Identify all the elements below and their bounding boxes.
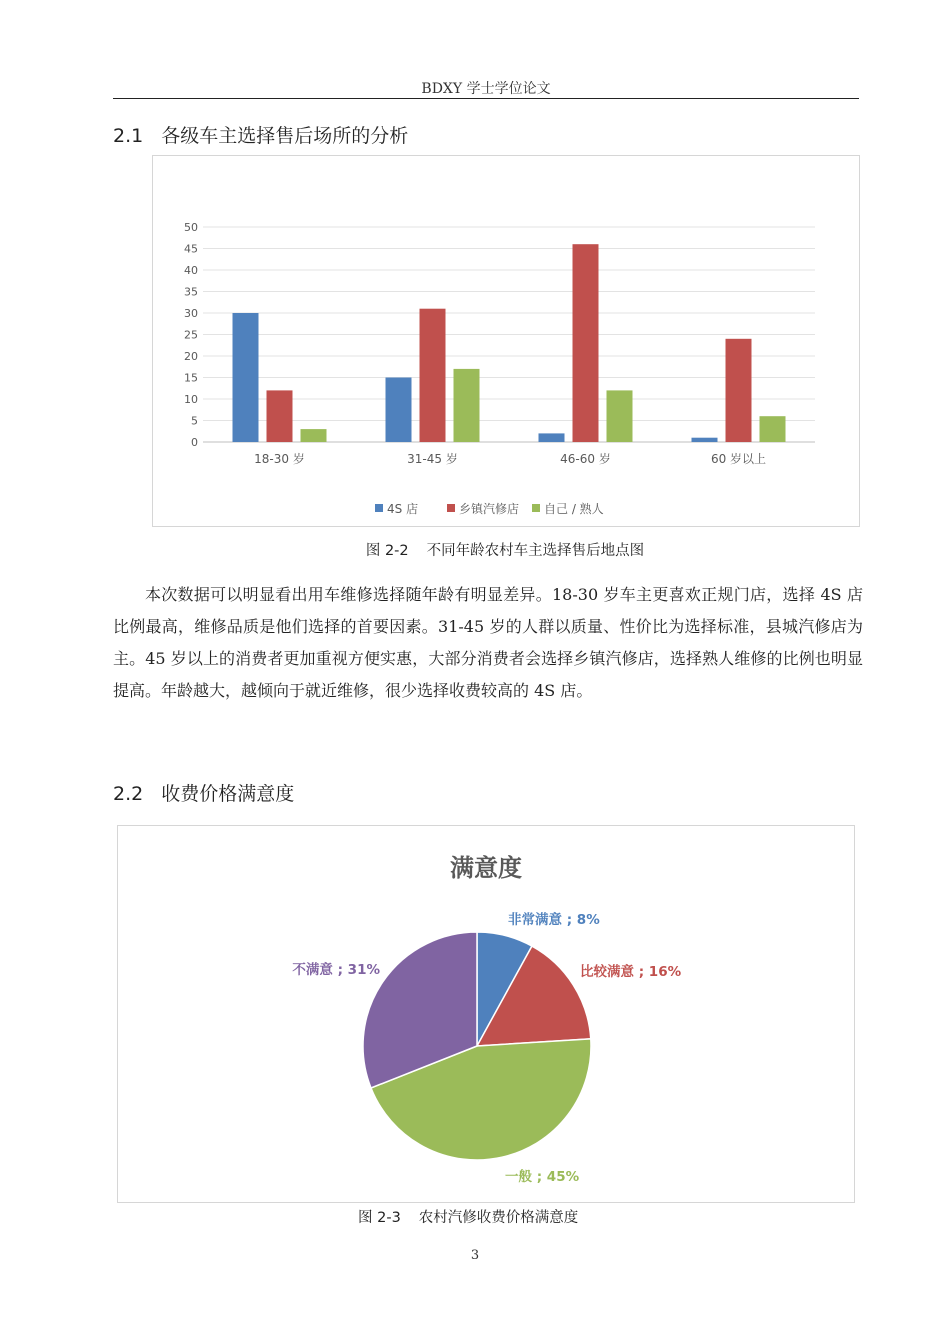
legend-label: 4S 店 (387, 502, 419, 516)
y-tick-label: 45 (184, 242, 198, 256)
y-tick-label: 0 (191, 436, 198, 449)
legend-label: 自己 / 熟人 (544, 502, 604, 516)
body-paragraph: 本次数据可以明显看出用车维修选择随年龄有明显差异。18-30 岁车主更喜欢正规门店，选择 4S 店比例最高，维修品质是他们选择的首要因素。31-45 岁的人群以质量、性价比为选择标准，县城汽修店为主。45 岁以上的消费者更加重视方便实惠，大部分消费者会选择乡镇汽修店，选择熟人维修的比例也明显提高。年龄越大，越倾向于就近维修，很少选择收费较高的 4S 店。 (113, 585, 863, 700)
section-title: 收费价格满意度 (161, 783, 295, 805)
bar (607, 390, 633, 442)
bar (454, 369, 480, 442)
bar (692, 438, 718, 442)
x-tick-label: 18-30 岁 (254, 452, 305, 466)
x-tick-label: 31-45 岁 (407, 452, 458, 466)
figure-caption-2-3 (117, 1206, 853, 1227)
legend-swatch (532, 504, 540, 512)
x-tick-label: 46-60 岁 (560, 452, 611, 466)
y-tick-label: 35 (184, 285, 198, 299)
y-tick-label: 50 (184, 221, 198, 234)
section-number: 2.2 (113, 783, 144, 805)
page-header: BDXY 学士学位论文 (421, 81, 551, 97)
bar (760, 416, 786, 442)
x-tick-label: 60 岁以上 (710, 452, 767, 466)
legend-label: 乡镇汽修店 (459, 502, 520, 516)
section-heading-2-1 (113, 121, 408, 148)
bar (301, 429, 327, 442)
y-tick-label: 10 (184, 393, 198, 406)
bar (726, 339, 752, 442)
y-tick-label: 5 (191, 414, 198, 428)
y-tick-label: 25 (184, 328, 198, 342)
bar (573, 244, 599, 442)
y-tick-label: 15 (184, 371, 198, 385)
pie-slice-label: 非常满意 ; 8% (508, 912, 600, 928)
bar (420, 309, 446, 442)
section-number: 2.1 (113, 125, 144, 147)
bar-chart-frame (152, 155, 860, 527)
header-rule (113, 98, 859, 99)
section-heading-2-2 (113, 779, 294, 806)
y-tick-label: 40 (184, 264, 198, 277)
bar (386, 378, 412, 443)
figure-caption-text: 农村汽修收费价格满意度 (418, 1210, 579, 1226)
bar (539, 433, 565, 442)
legend-swatch (447, 504, 455, 512)
y-tick-label: 20 (184, 350, 198, 363)
bar (267, 390, 293, 442)
bar-chart (153, 156, 859, 526)
figure-caption-2-2 (152, 539, 858, 560)
pie-chart-frame (117, 825, 855, 1203)
pie-slice-label: 一般 ; 45% (505, 1169, 580, 1185)
legend-swatch (375, 504, 383, 512)
bar (233, 313, 259, 442)
pie-title: 满意度 (450, 854, 522, 882)
figure-number: 图 2-3 (358, 1210, 401, 1226)
y-tick-label: 30 (184, 307, 198, 320)
pie-slice-label: 不满意 ; 31% (292, 962, 380, 978)
figure-caption-text: 不同年龄农村车主选择售后地点图 (426, 543, 645, 559)
pie-chart (118, 826, 854, 1202)
pie-slice-label: 比较满意 ; 16% (580, 964, 682, 980)
section-title: 各级车主选择售后场所的分析 (161, 125, 409, 147)
figure-number: 图 2-2 (365, 543, 409, 559)
page-number: 3 (470, 1248, 480, 1263)
